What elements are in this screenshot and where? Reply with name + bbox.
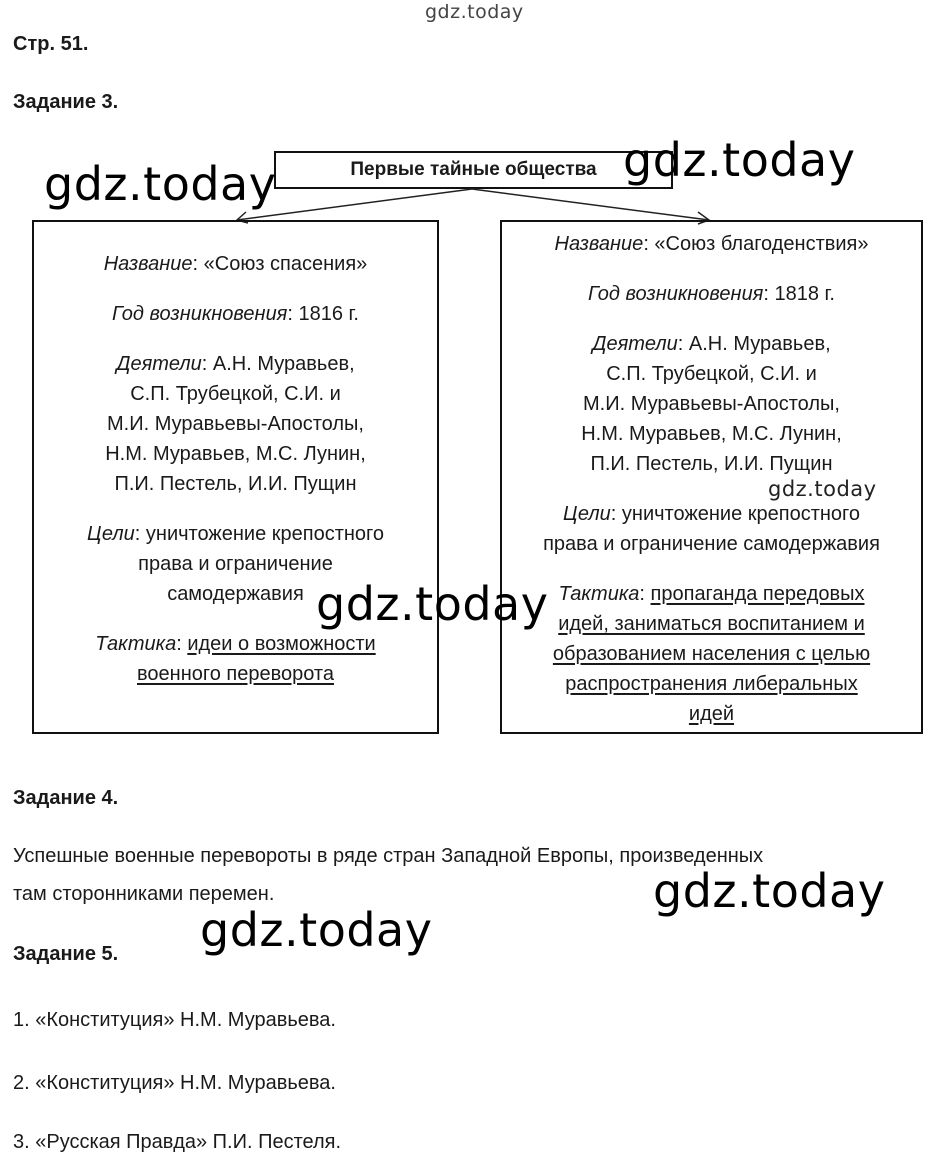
task5-item: 1. «Конституция» Н.М. Муравьева. (13, 1009, 336, 1031)
right-tactics-line: идей (688, 703, 735, 725)
right-year: Год возникновения: 1818 г. (588, 283, 835, 305)
left-tactics-line: военного переворота (137, 663, 334, 685)
right-tactics-line: образованием населения с целью (552, 643, 871, 665)
left-year: Год возникновения: 1816 г. (112, 303, 359, 325)
watermark: gdz.today (623, 133, 856, 187)
watermark: gdz.today (653, 864, 886, 918)
right-goals: Цели: уничтожение крепостного (562, 503, 861, 525)
task5-heading: Задание 5. (13, 943, 119, 965)
card-soyuz-spaseniya (32, 220, 439, 734)
task5-item: 3. «Русская Правда» П.И. Пестеля. (13, 1131, 342, 1153)
task5-item: 2. «Конституция» Н.М. Муравьева. (13, 1072, 336, 1094)
watermark: gdz.today (768, 477, 877, 501)
task4-heading: Задание 4. (13, 787, 119, 809)
left-people-line: Н.М. Муравьев, М.С. Лунин, (105, 443, 366, 465)
left-people: Деятели: А.Н. Муравьев, (116, 353, 355, 375)
diagram-title: Первые тайные общества (350, 159, 597, 180)
right-goals-line: права и ограничение самодержавия (543, 533, 880, 555)
left-goals: Цели: уничтожение крепостного (86, 523, 385, 545)
task4-line: там сторонниками перемен. (13, 883, 275, 905)
left-goals-line: самодержавия (167, 583, 304, 605)
task3-heading: Задание 3. (13, 91, 119, 113)
right-name: Название: «Союз благоденствия» (554, 233, 869, 255)
watermark: gdz.today (316, 577, 549, 631)
right-tactics-line: идей, заниматься воспитанием и (558, 613, 865, 635)
task4-line: Успешные военные перевороты в ряде стран Западной Европы, произведенных (13, 845, 764, 867)
left-goals-line: права и ограничение (138, 553, 333, 575)
right-tactics: Тактика: пропаганда передовых (558, 583, 865, 605)
right-people-line: С.П. Трубецкой, С.И. и (606, 363, 817, 385)
right-people: Деятели: А.Н. Муравьев, (592, 333, 831, 355)
left-tactics: Тактика: идеи о возможности (95, 633, 376, 655)
right-people-line: П.И. Пестель, И.И. Пущин (590, 453, 833, 475)
right-people-line: М.И. Муравьевы-Апостолы, (583, 393, 840, 415)
watermark-top: gdz.today (425, 1, 524, 23)
watermark: gdz.today (200, 903, 433, 957)
right-people-line: Н.М. Муравьев, М.С. Лунин, (581, 423, 842, 445)
arrow-right-line (472, 189, 709, 220)
left-people-line: П.И. Пестель, И.И. Пущин (114, 473, 357, 495)
page-label: Стр. 51. (13, 33, 89, 55)
right-tactics-line: распространения либеральных (565, 673, 858, 695)
left-people-line: С.П. Трубецкой, С.И. и (130, 383, 341, 405)
left-people-line: М.И. Муравьевы-Апостолы, (107, 413, 364, 435)
watermark: gdz.today (44, 157, 277, 211)
left-name: Название: «Союз спасения» (103, 253, 368, 275)
